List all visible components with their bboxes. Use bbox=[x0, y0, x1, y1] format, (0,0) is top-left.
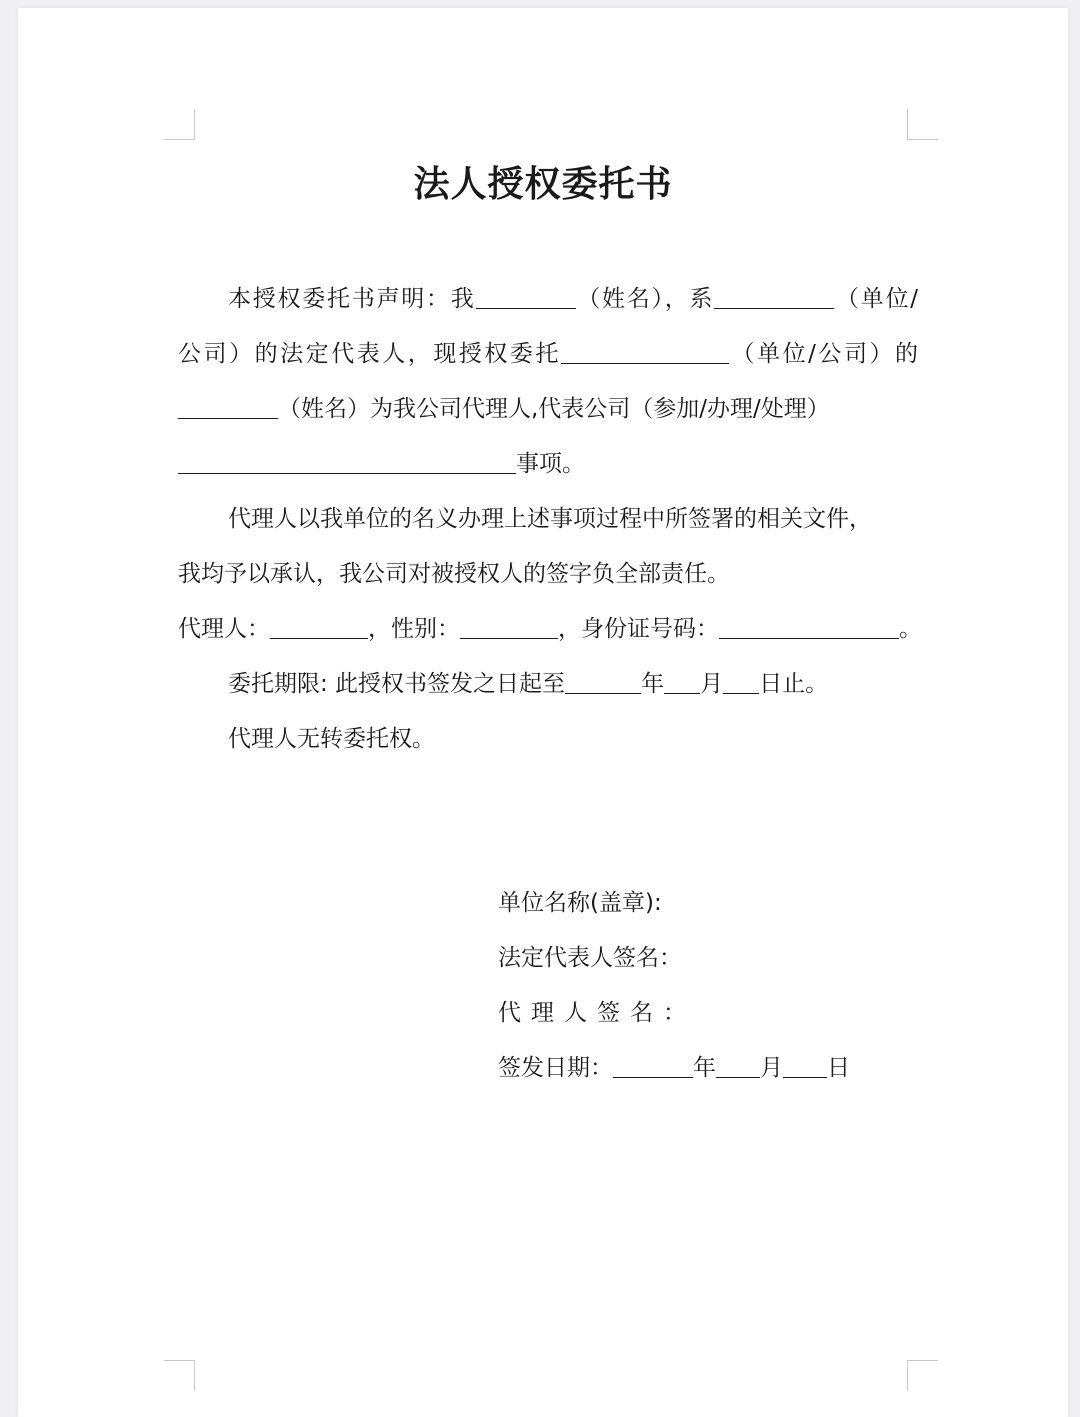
legal-rep-sign-label: 法定代表人签名： bbox=[498, 945, 682, 971]
text: 月 bbox=[760, 1055, 783, 1081]
gender-label: 性别： bbox=[391, 616, 460, 642]
document-title: 法人授权委托书 bbox=[413, 164, 673, 205]
no-transfer-line: 代理人无转委托权。 bbox=[228, 726, 435, 752]
matter-blank[interactable] bbox=[178, 451, 516, 474]
unit-seal-label: 单位名称(盖章): bbox=[498, 890, 662, 916]
text: 公司）的法定代表人，现授权委托 bbox=[178, 341, 561, 367]
text: 日止。 bbox=[759, 671, 829, 697]
margin-mark-top-left bbox=[164, 109, 195, 140]
text: 委托期限: 此授权书签发之日起至 bbox=[228, 671, 566, 697]
term-line bbox=[228, 669, 918, 699]
margin-mark-bottom-right bbox=[907, 1360, 938, 1391]
term-year-blank[interactable] bbox=[565, 671, 641, 694]
gender-blank[interactable] bbox=[460, 616, 558, 639]
document-page bbox=[18, 8, 1068, 1417]
paragraph-2-line-1: 代理人以我单位的名义办理上述事项过程中所签署的相关文件， bbox=[228, 506, 872, 532]
text: 本授权委托书声明：我 bbox=[228, 286, 476, 312]
issue-month-blank[interactable] bbox=[716, 1055, 760, 1078]
text: （姓名）为我公司代理人,代表公司（参加/办理/处理） bbox=[278, 396, 830, 422]
delegate-company-blank[interactable] bbox=[561, 341, 729, 364]
text: 事项。 bbox=[516, 451, 585, 477]
id-number-blank[interactable] bbox=[719, 616, 899, 639]
agent-sign-label: 代理人签名： bbox=[498, 1000, 696, 1026]
text: （单位/公司）的 bbox=[729, 341, 919, 367]
text: ， bbox=[368, 616, 391, 642]
company-blank[interactable] bbox=[714, 286, 834, 309]
term-day-blank[interactable] bbox=[723, 671, 759, 694]
text: 年 bbox=[693, 1055, 716, 1081]
issue-year-blank[interactable] bbox=[613, 1055, 693, 1078]
term-month-blank[interactable] bbox=[664, 671, 700, 694]
margin-mark-top-right bbox=[907, 109, 938, 140]
paragraph-1-line-1 bbox=[228, 284, 918, 314]
issue-day-blank[interactable] bbox=[783, 1055, 827, 1078]
agent-name-blank[interactable] bbox=[270, 616, 368, 639]
margin-mark-bottom-left bbox=[164, 1360, 195, 1391]
paragraph-1-line-3 bbox=[178, 394, 918, 424]
text: 月 bbox=[700, 671, 724, 697]
text: （姓名），系 bbox=[575, 286, 715, 312]
paragraph-2-line-2: 我均予以承认，我公司对被授权人的签字负全部责任。 bbox=[178, 561, 730, 587]
text: 日 bbox=[827, 1055, 850, 1081]
delegate-name-blank[interactable] bbox=[178, 396, 278, 419]
text: 年 bbox=[641, 671, 665, 697]
text: 。 bbox=[899, 616, 922, 642]
issue-date-line bbox=[498, 1053, 850, 1083]
issue-date-label: 签发日期： bbox=[498, 1055, 613, 1081]
paragraph-1-line-4 bbox=[178, 449, 918, 479]
id-label: 身份证号码： bbox=[581, 616, 719, 642]
text: ， bbox=[558, 616, 581, 642]
agent-info-line bbox=[178, 614, 922, 644]
agent-label: 代理人： bbox=[178, 616, 270, 642]
paragraph-1-line-2 bbox=[178, 339, 918, 369]
name-blank[interactable] bbox=[476, 286, 576, 309]
text: （单位/ bbox=[834, 286, 918, 312]
